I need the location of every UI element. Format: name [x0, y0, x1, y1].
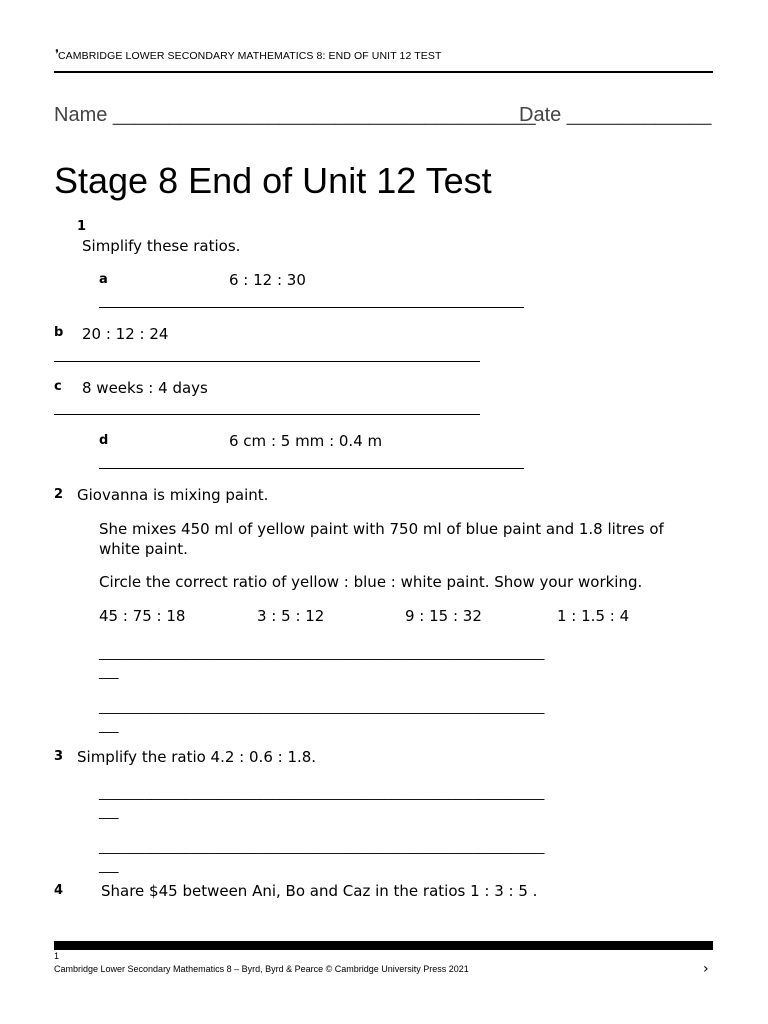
question-2-answer-line-1-wrap: ___	[99, 665, 119, 680]
footer-corner-mark: ›	[703, 961, 709, 977]
question-1d-label: d	[99, 433, 109, 448]
header-corner-mark: ❜	[55, 47, 59, 61]
page-number: 1	[54, 951, 60, 961]
question-2-answer-line-2[interactable]: ____________________________________________________________________	[99, 700, 545, 715]
question-3-number: 3	[54, 749, 64, 764]
question-2-answer-line-2-wrap: ___	[99, 719, 119, 734]
question-3-text: Simplify the ratio 4.2 : 0.6 : 1.8.	[77, 748, 317, 766]
question-1-number: 1	[77, 219, 87, 234]
question-2-option-1[interactable]: 45 : 75 : 18	[99, 607, 186, 625]
question-1d-answer-line[interactable]	[99, 468, 524, 469]
question-4-number: 4	[54, 883, 64, 898]
question-1c-answer-line[interactable]	[54, 414, 480, 415]
footer-credit: Cambridge Lower Secondary Mathematics 8 – Byrd, Byrd & Pearce © Cambridge University Press 2021	[54, 964, 469, 974]
question-3-answer-line-1[interactable]: ____________________________________________________________________	[99, 786, 545, 801]
question-1d-text: 6 cm : 5 mm : 0.4 m	[229, 432, 383, 450]
header-rule	[54, 71, 713, 73]
question-1c-text: 8 weeks : 4 days	[82, 379, 208, 397]
footer-rule	[54, 941, 713, 950]
question-2-option-4[interactable]: 1 : 1.5 : 4	[557, 607, 630, 625]
question-2-option-3[interactable]: 9 : 15 : 32	[405, 607, 482, 625]
question-1b-label: b	[54, 325, 64, 340]
question-2-number: 2	[54, 487, 64, 502]
running-header: CAMBRIDGE LOWER SECONDARY MATHEMATICS 8: END OF UNIT 12 TEST	[58, 50, 442, 62]
question-1b-answer-line[interactable]	[54, 361, 480, 362]
question-1-instruction: Simplify these ratios.	[82, 237, 241, 255]
page-title: Stage 8 End of Unit 12 Test	[54, 160, 492, 201]
date-field-label: Date _____________	[519, 104, 712, 126]
question-1a-text: 6 : 12 : 30	[229, 271, 306, 289]
question-2-instruction: Circle the correct ratio of yellow : blue : white paint. Show your working.	[99, 573, 643, 591]
question-4-text: Share $45 between Ani, Bo and Caz in the ratios 1 : 3 : 5 .	[101, 882, 538, 900]
question-1c-label: c	[54, 379, 62, 394]
question-3-answer-line-2[interactable]: ____________________________________________________________________	[99, 840, 545, 855]
name-field-label: Name ______________________________________	[54, 104, 536, 126]
question-3-answer-line-1-wrap: ___	[99, 805, 119, 820]
question-2-detail: She mixes 450 ml of yellow paint with 750 ml of blue paint and 1.8 litres of white paint.	[99, 520, 664, 558]
question-2-answer-line-1[interactable]: ____________________________________________________________________	[99, 646, 545, 661]
question-2-option-2[interactable]: 3 : 5 : 12	[257, 607, 325, 625]
question-1a-answer-line[interactable]	[99, 307, 524, 308]
question-3-answer-line-2-wrap: ___	[99, 859, 119, 874]
question-1a-label: a	[99, 272, 108, 287]
question-1b-text: 20 : 12 : 24	[82, 325, 169, 343]
question-2-intro: Giovanna is mixing paint.	[77, 486, 269, 504]
